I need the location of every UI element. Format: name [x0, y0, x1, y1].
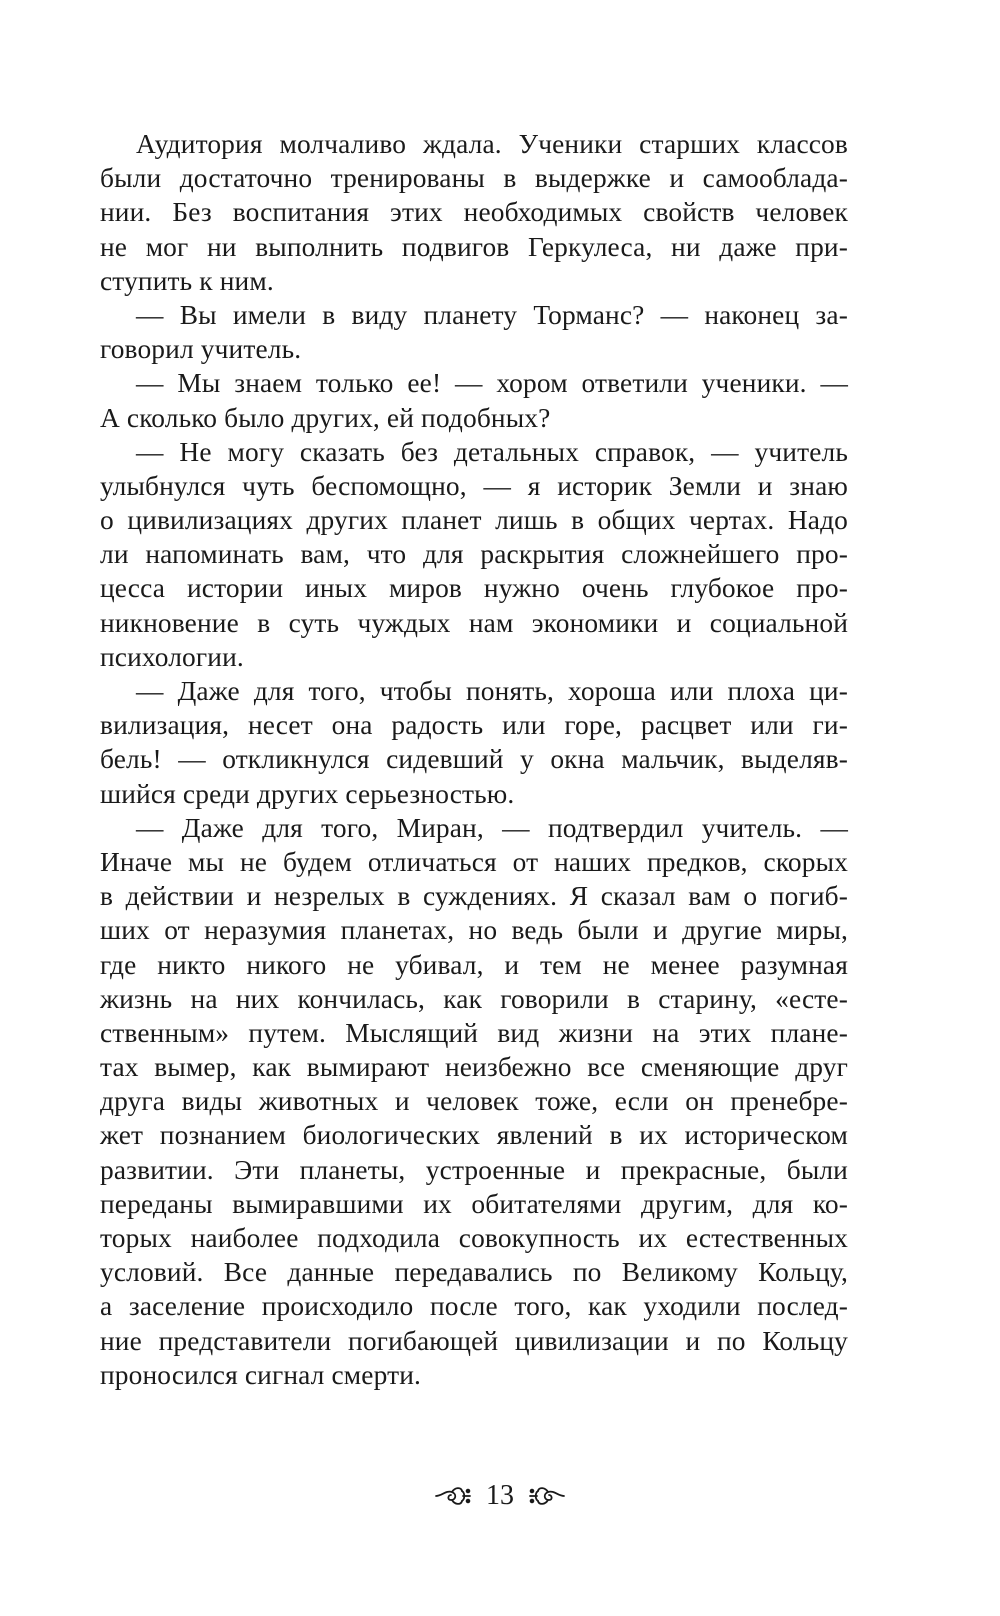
text-line: друга виды животных и человек тоже, если он пренебре-: [100, 1086, 848, 1117]
text-line: тах вымер, как вымирают неизбежно все сменяющие друг: [100, 1052, 848, 1083]
page-folio: [0, 1476, 1000, 1516]
text-line: жизнь на них кончилась, как говорили в старину, «есте-: [100, 983, 848, 1014]
text-line: Иначе мы не будем отличаться от наших предков, скорых: [100, 846, 848, 877]
text-line: о цивилизациях других планет лишь в общих чертах. Надо: [100, 505, 848, 536]
text-line: ли напоминать вам, что для раскрытия сложнейшего про-: [100, 539, 848, 570]
text-line: вилизация, несет она радость или горе, расцвет или ги-: [100, 710, 848, 741]
text-line: торых наиболее подходила совокупность их естественных: [100, 1223, 848, 1253]
text-line: где никто никого не убивал, и тем не менее разумная: [100, 949, 848, 980]
book-page-text: [100, 127, 848, 1392]
text-line: в действии и незрелых в суждениях. Я сказал вам о погиб-: [100, 881, 848, 912]
paragraph: [100, 674, 848, 811]
text-line: — Вы имели в виду планету Торманс? — наконец за-: [136, 299, 848, 330]
text-line: ственным» путем. Мыслящий вид жизни на этих плане-: [100, 1017, 848, 1048]
text-line: психологии.: [100, 641, 244, 672]
paragraph: [100, 366, 848, 434]
text-line: цесса истории иных миров нужно очень глубокое про-: [100, 573, 848, 604]
text-line: не мог ни выполнить подвигов Геркулеса, ни даже при-: [100, 231, 848, 262]
text-line: жет познанием биологических явлений в их историческом: [100, 1120, 848, 1151]
text-line: а заселение происходило после того, как уходили послед-: [100, 1291, 848, 1322]
text-line: ступить к ним.: [100, 265, 274, 296]
text-line: — Даже для того, Миран, — подтвердил учитель. —: [136, 812, 848, 843]
text-line: ших от неразумия планетах, но ведь были и другие миры,: [100, 915, 848, 946]
floral-ornament-right-icon: [528, 1484, 566, 1508]
text-line: развитии. Эти планеты, устроенные и прекрасные, были: [100, 1154, 848, 1185]
text-line: переданы вымиравшими их обитателями другим, для ко-: [100, 1188, 848, 1219]
text-line: — Не могу сказать без детальных справок, — учитель: [136, 436, 848, 467]
text-line: — Даже для того, чтобы понять, хороша или плоха ци-: [136, 676, 848, 706]
text-line: бель! — откликнулся сидевший у окна мальчик, выделяв-: [100, 744, 848, 775]
text-line: никновение в суть чуждых нам экономики и социальной: [100, 607, 848, 638]
text-line: условий. Все данные передавались по Великому Кольцу,: [100, 1257, 848, 1288]
text-line: проносился сигнал смерти.: [100, 1359, 422, 1390]
paragraph: [100, 811, 848, 1392]
paragraph: [100, 127, 848, 298]
page-number: 13: [486, 1480, 514, 1511]
text-line: нии. Без воспитания этих необходимых свойств человек: [100, 197, 848, 228]
text-line: — Мы знаем только ее! — хором ответили ученики. —: [136, 368, 848, 399]
paragraph: [100, 435, 848, 674]
paragraph: [100, 298, 848, 366]
text-line: улыбнулся чуть беспомощно, — я историк Земли и знаю: [100, 470, 848, 501]
text-line: Аудитория молчаливо ждала. Ученики старших классов: [136, 129, 848, 159]
text-line: говорил учитель.: [100, 334, 302, 365]
text-line: ние представители погибающей цивилизации и по Кольцу: [100, 1325, 848, 1356]
text-line: были достаточно тренированы в выдержке и самооблада-: [100, 163, 848, 194]
text-line: А сколько было других, ей подобных?: [100, 402, 551, 433]
floral-ornament-left-icon: [434, 1484, 472, 1508]
text-line: шийся среди других серьезностью.: [100, 778, 515, 809]
